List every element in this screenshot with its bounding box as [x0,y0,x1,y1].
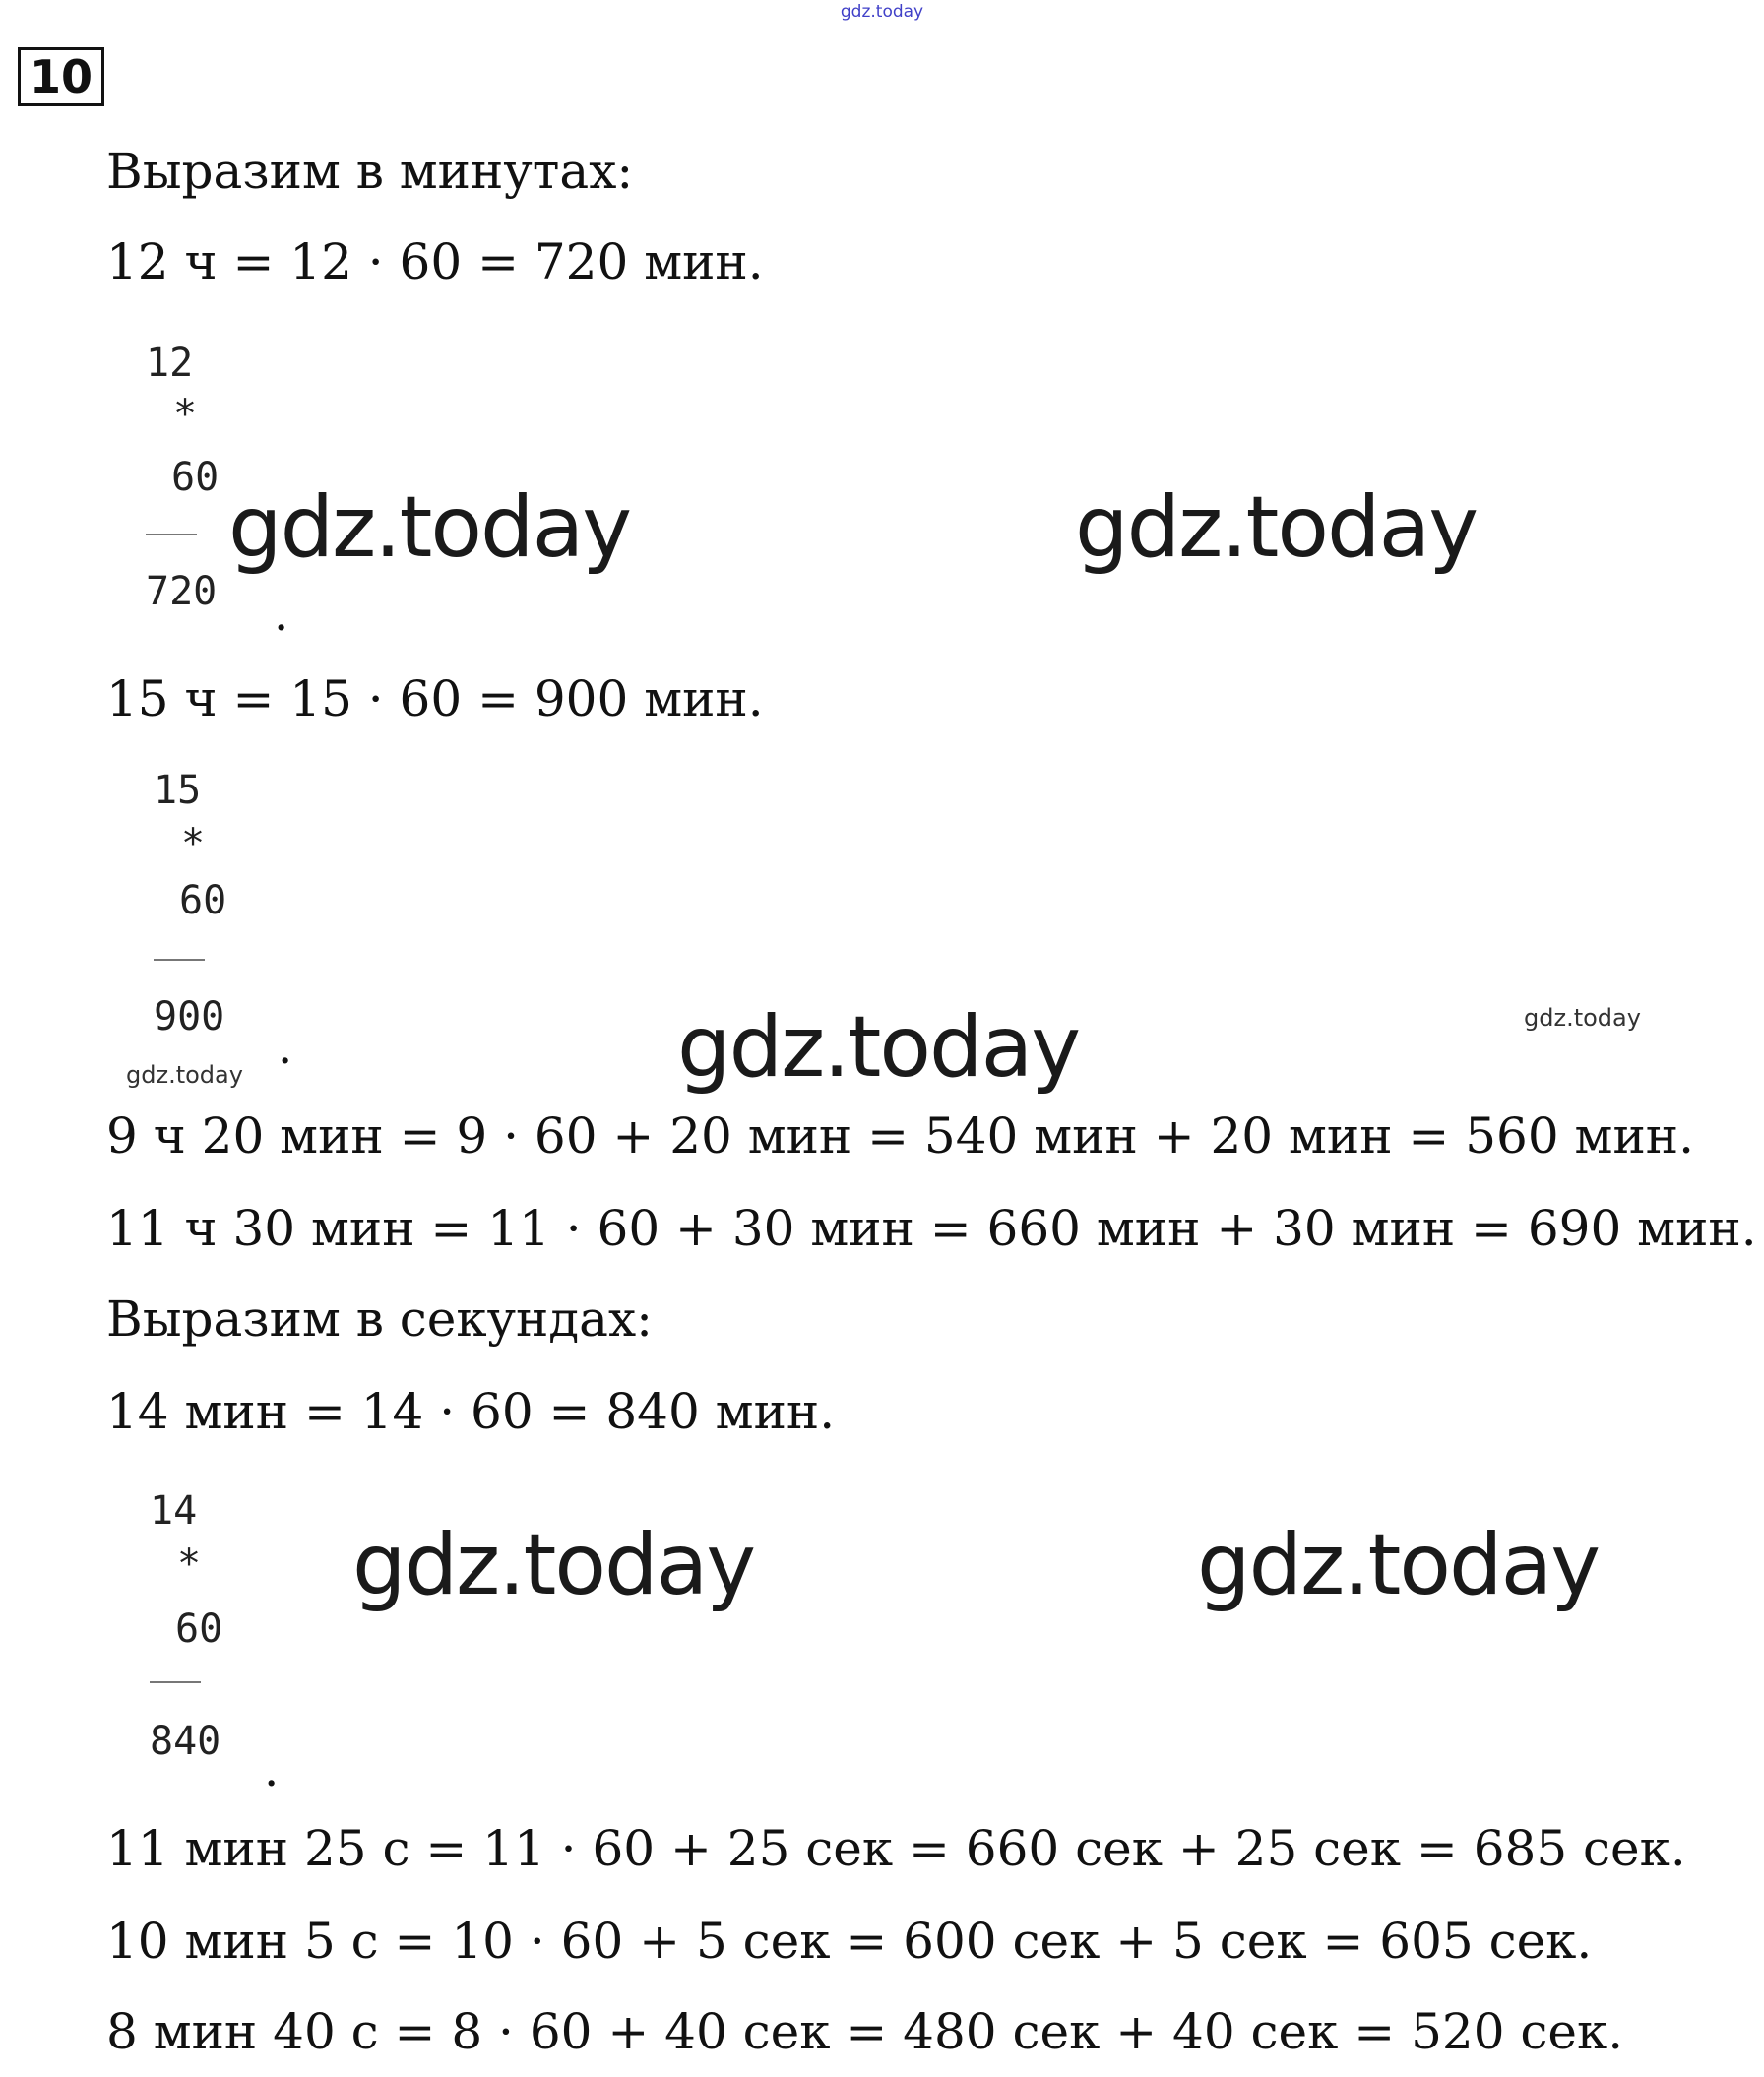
calc-operator: * [181,821,206,866]
watermark-small: gdz.today [126,1061,243,1089]
calc-result: 900 [154,994,225,1039]
calc-dot: . [264,1742,280,1797]
watermark-large: gdz.today [352,1516,755,1614]
watermark-large: gdz.today [677,998,1080,1097]
calc-rule [154,959,205,961]
calc-dot: . [278,1020,293,1075]
calc-rule [150,1681,201,1683]
calc-result: 840 [150,1719,221,1764]
watermark-small: gdz.today [1524,1004,1641,1032]
seconds-equation-3: 10 мин 5 с = 10 · 60 + 5 сек = 600 сек + 5 сек = 605 сек. [106,1913,1593,1970]
header-watermark: gdz.today [840,2,924,22]
seconds-equation-2: 11 мин 25 с = 11 · 60 + 25 сек = 660 сек + 25 сек = 685 сек. [106,1820,1686,1877]
calc-operand-a: 14 [150,1488,198,1534]
watermark-large: gdz.today [228,478,631,577]
task-number-box: 10 [18,47,104,106]
seconds-equation-1: 14 мин = 14 · 60 = 840 мин. [106,1383,836,1440]
minutes-equation-1: 12 ч = 12 · 60 = 720 мин. [106,233,764,290]
minutes-heading: Выразим в минутах: [106,143,634,200]
minutes-equation-3: 9 ч 20 мин = 9 · 60 + 20 мин = 540 мин + 20 мин = 560 мин. [106,1107,1694,1164]
seconds-equation-4: 8 мин 40 с = 8 · 60 + 40 сек = 480 сек + 40 сек = 520 сек. [106,2003,1624,2060]
watermark-large: gdz.today [1075,478,1478,577]
calc-dot: . [274,587,289,642]
calc-operand-a: 12 [146,341,194,386]
calc-operator: * [173,392,198,437]
minutes-equation-2: 15 ч = 15 · 60 = 900 мин. [106,670,764,727]
calc-rule [146,534,197,535]
calc-operator: * [177,1542,202,1587]
calc-operand-b: 60 [179,878,227,923]
calc-operand-a: 15 [154,768,202,813]
seconds-heading: Выразим в секундах: [106,1290,654,1348]
minutes-equation-4: 11 ч 30 мин = 11 · 60 + 30 мин = 660 мин + 30 мин = 690 мин. [106,1200,1757,1257]
calc-result: 720 [146,569,218,614]
calc-operand-b: 60 [171,455,220,500]
calc-operand-b: 60 [175,1606,223,1652]
watermark-large: gdz.today [1197,1516,1600,1614]
